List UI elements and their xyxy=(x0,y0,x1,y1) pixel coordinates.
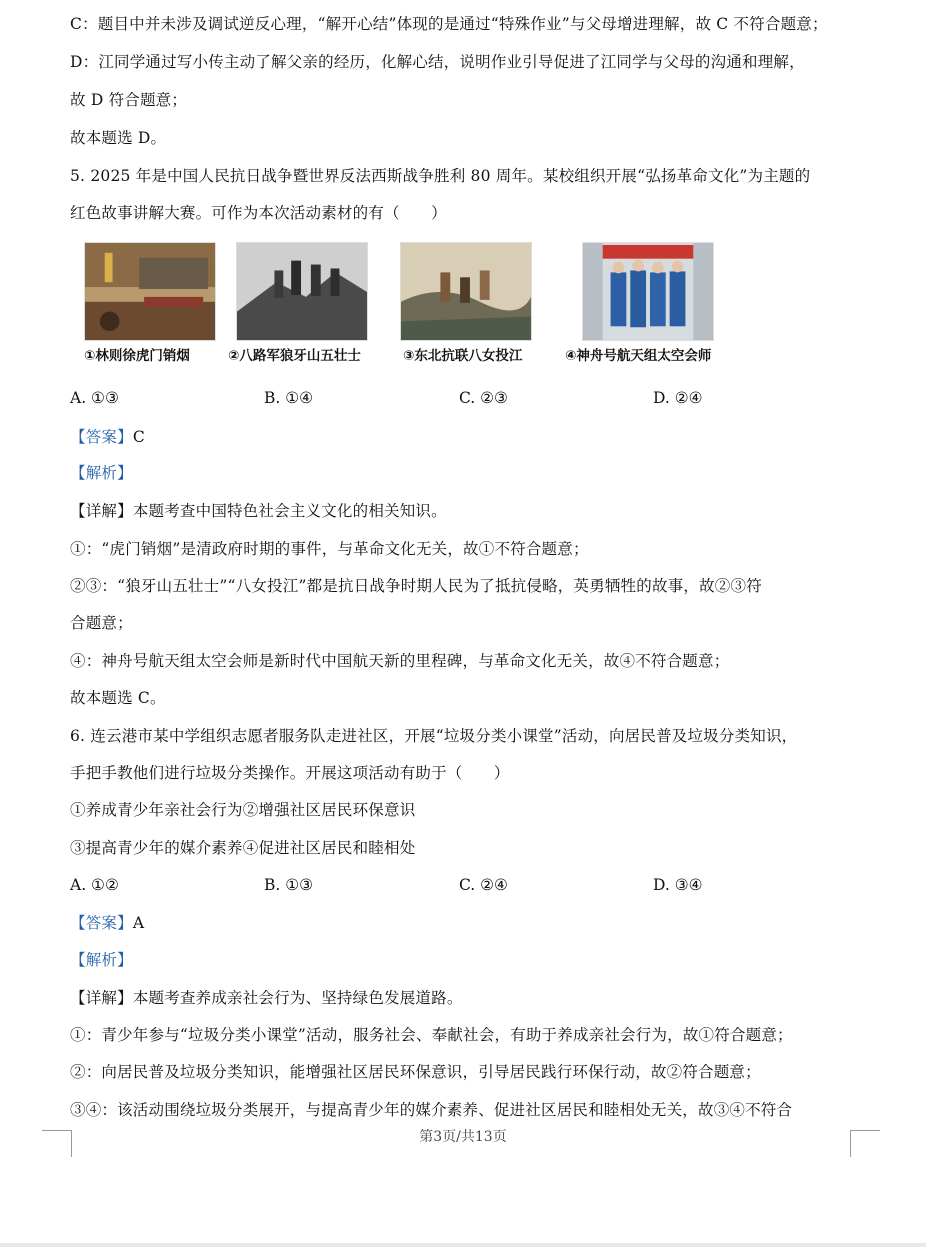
text-line: D：江同学通过写小传主动了解父亲的经历，化解心结，说明作业引导促进了江同学与父母的沟通和理解， xyxy=(70,53,805,71)
answer-value: A xyxy=(132,914,145,932)
option-d: D. ③④ xyxy=(653,876,703,894)
question-5-stem: 5. 2025 年是中国人民抗日战争暨世界反法西斯战争胜利 80 周年。某校组织开展“弘扬革命文化”为主题的 xyxy=(70,167,811,185)
text-line: C：题目中并未涉及调试逆反心理，“解开心结”体现的是通过“特殊作业”与父母增进理解，故 C 不符合题意； xyxy=(70,15,828,33)
option-a: A. ①② xyxy=(70,876,119,894)
painting-humen-opium xyxy=(84,242,216,341)
answer-line xyxy=(70,913,144,933)
text-line: 合题意； xyxy=(70,614,133,632)
answer-line xyxy=(70,427,145,447)
analysis-tag: 【解析】 xyxy=(70,464,133,482)
text-line: ②③：“狼牙山五壮士”“八女投江”都是抗日战争时期人民为了抵抗侵略，英勇牺牲的故事，故②③符 xyxy=(70,577,762,595)
detail-text: 本题考查养成亲社会行为、坚持绿色发展道路。 xyxy=(132,989,463,1007)
image-caption: ③东北抗联八女投江 xyxy=(403,348,523,364)
image-caption: ②八路军狼牙山五壮士 xyxy=(228,348,361,364)
detail-tag: 【详解】 xyxy=(70,502,133,520)
option-c: C. ②④ xyxy=(459,876,508,894)
image-caption: ①林则徐虎门销烟 xyxy=(84,348,190,364)
painting-eight-women xyxy=(400,242,532,341)
text-line: ①养成青少年亲社会行为②增强社区居民环保意识 xyxy=(70,801,416,819)
text-line: 故本题选 D。 xyxy=(70,129,167,147)
option-c: C. ②③ xyxy=(459,389,508,407)
detail-text: 本题考查中国特色社会主义文化的相关知识。 xyxy=(132,502,447,520)
text-line: ③④：该活动围绕垃圾分类展开，与提高青少年的媒介素养、促进社区居民和睦相处无关，故③④不符合 xyxy=(70,1101,793,1119)
text-line: 故 D 符合题意； xyxy=(70,91,188,109)
page-footer: 第3页/共13页 xyxy=(419,1129,507,1145)
detail-tag: 【详解】 xyxy=(70,989,133,1007)
text-line: ①：青少年参与“垃圾分类小课堂”活动，服务社会、奉献社会，有助于养成亲社会行为，故①符合题意； xyxy=(70,1026,793,1044)
photo-astronauts xyxy=(582,242,714,341)
answer-value: C xyxy=(132,428,145,446)
detail-line xyxy=(70,988,463,1008)
image-caption: ④神舟号航天组太空会师 xyxy=(565,348,712,364)
option-b: B. ①④ xyxy=(264,389,314,407)
option-a: A. ①③ xyxy=(70,389,119,407)
answer-tag: 【答案】 xyxy=(70,428,133,446)
detail-line xyxy=(70,501,447,521)
answer-tag: 【答案】 xyxy=(70,914,133,932)
question-5-stem: 红色故事讲解大赛。可作为本次活动素材的有（ ） xyxy=(70,204,447,222)
option-d: D. ②④ xyxy=(653,389,703,407)
text-line: ④：神舟号航天组太空会师是新时代中国航天新的里程碑，与革命文化无关，故④不符合题意； xyxy=(70,652,730,670)
option-b: B. ①③ xyxy=(264,876,314,894)
question-6-stem: 6. 连云港市某中学组织志愿者服务队走进社区，开展“垃圾分类小课堂”活动，向居民普及垃圾分类知识， xyxy=(70,727,798,745)
text-line: ③提高青少年的媒介素养④促进社区居民和睦相处 xyxy=(70,839,416,857)
painting-langya-mountain xyxy=(236,242,368,341)
question-6-stem: 手把手教他们进行垃圾分类操作。开展这项活动有助于（ ） xyxy=(70,764,510,782)
text-line: ②：向居民普及垃圾分类知识，能增强社区居民环保意识，引导居民践行环保行动，故②符合题意； xyxy=(70,1063,761,1081)
text-line: ①：“虎门销烟”是清政府时期的事件，与革命文化无关，故①不符合题意； xyxy=(70,540,589,558)
page-bottom-edge xyxy=(0,1243,926,1247)
text-line: 故本题选 C。 xyxy=(70,689,166,707)
analysis-tag: 【解析】 xyxy=(70,951,133,969)
